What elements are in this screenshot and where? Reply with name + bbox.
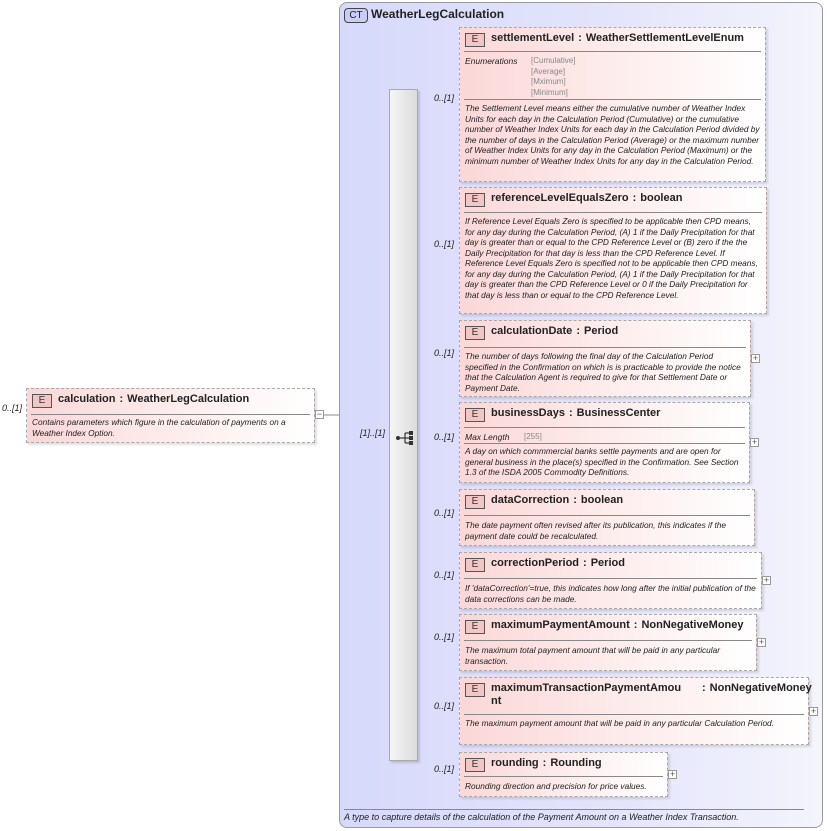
element-badge: E	[465, 758, 485, 772]
element-title	[491, 682, 682, 708]
element-type: WeatherSettlementLevelEnum	[585, 32, 744, 44]
element-maximum-payment-amount[interactable]	[459, 614, 757, 671]
sequence-bar[interactable]	[389, 89, 418, 761]
element-reference-level-equals-zero[interactable]	[459, 187, 767, 314]
element-badge: E	[465, 683, 485, 697]
expand-icon[interactable]: +	[810, 706, 817, 716]
divider	[464, 776, 663, 777]
element-doc: The number of days following the final day of the Calculation Period specified in the Confirmation on which is is practicable to provide the notice that the Calculation Agent is required to give for that Settlement Date or Payment Date.	[465, 351, 741, 393]
facet-label: Max Length	[465, 432, 510, 442]
element-name: rounding	[491, 757, 539, 769]
element-title: referenceLevelEqualsZero : boolean	[491, 192, 683, 204]
element-calculation-date[interactable]	[459, 320, 751, 397]
collapse-icon[interactable]: −	[316, 409, 323, 419]
element-name: dataCorrection	[491, 494, 570, 506]
element-doc: A day on which commmercial banks settle payments and are open for general business in the place(s) specified in the Confirmation. See Section 1.3 of the ISDA 2005 Commodity Definitions.	[465, 446, 739, 477]
element-name: correctionPeriod	[491, 557, 580, 569]
expand-icon[interactable]: +	[752, 353, 759, 363]
element-title: settlementLevel : WeatherSettlementLevelEnum	[491, 32, 744, 44]
expand-icon[interactable]: +	[758, 637, 765, 647]
element-name: maximumPaymentAmount	[491, 619, 630, 631]
element-title: calculationDate : Period	[491, 325, 619, 337]
element-doc: If Reference Level Equals Zero is specified to be applicable then CPD means, for any day during the Calculation Period, (A) 1 if the Daily Precipitation for that day is greater than or equal to the CPD Reference Level or (B) zero if the the Daily Precipitation for that day is less than the CPD Reference Level. If Reference Level Equals Zero is specified not to be applicable then CPD means, for any day during the Calculation Period, (A) 1 if the Daily Precipitation for that day is greater than the CPD Reference Level or 0 if the Daily Precipitation for that day is less than or equal to the CPD Reference Level.	[465, 216, 758, 300]
element-badge: E	[465, 620, 485, 634]
element-doc: If 'dataCorrection'=true, this indicates how long after the initial publication of the data corrections can be made.	[465, 583, 756, 604]
element-doc: Rounding direction and precision for price values.	[465, 781, 647, 791]
divider	[464, 347, 746, 348]
element-settlement-level[interactable]	[459, 27, 766, 182]
divider	[464, 640, 752, 641]
element-business-days[interactable]	[459, 402, 750, 483]
root-element-title: calculation : WeatherLegCalculation	[58, 393, 250, 405]
facet-values	[531, 56, 575, 98]
element-occurrence: 0..[1]	[434, 701, 455, 711]
element-type: boolean	[640, 192, 683, 204]
divider	[464, 51, 761, 52]
element-badge: E	[465, 558, 485, 572]
max-length-value: [255]	[524, 432, 542, 441]
element-name: calculation	[58, 393, 116, 405]
element-type: WeatherLegCalculation	[127, 393, 250, 405]
element-type: boolean	[580, 494, 624, 506]
root-occurrence: 0..[1]	[2, 403, 23, 413]
element-correction-period[interactable]	[459, 552, 762, 609]
element-badge: E	[32, 394, 52, 408]
element-doc: The date payment often revised after its publication, this indicates if the payment date could be recalculated.	[465, 520, 727, 541]
element-name: maximumTransactionPaymentAmou nt	[491, 682, 682, 707]
divider	[464, 714, 804, 715]
element-name: settlementLevel	[491, 32, 575, 44]
element-occurrence: 0..[1]	[434, 93, 455, 103]
element-type: Period	[590, 557, 625, 569]
divider	[464, 427, 745, 428]
expand-icon[interactable]: +	[763, 575, 770, 585]
element-occurrence: 0..[1]	[434, 239, 455, 249]
element-title: correctionPeriod : Period	[491, 557, 625, 569]
sequence-occurrence: [1]..[1]	[360, 428, 386, 438]
element-type: NonNegativeMoney	[709, 682, 812, 694]
element-data-correction[interactable]	[459, 489, 755, 546]
element-badge: E	[465, 495, 485, 509]
complex-type-title: WeatherLegCalculation	[371, 7, 505, 21]
facet-values	[524, 432, 542, 443]
element-doc: The Settlement Level means either the cumulative number of Weather Index Units for each day in the Calculation Period (Cumulative) or the cumulative number of Weather Index Units for each day in the Calculation Period divided by the number of days in the Calculation Period (Average) or the maximum number of Weather Index Units for any day in the Calculation Period (Maximum) or the minimum number of Weather Index Units for any day in the Calculation Period.	[465, 103, 760, 166]
enum-value: [Mximum]	[531, 77, 566, 86]
divider	[31, 414, 310, 415]
element-doc: The maximum payment amount that will be paid in any particular Calculation Period.	[465, 718, 774, 728]
enum-value: [Minimum]	[531, 87, 568, 97]
element-title: rounding : Rounding	[491, 757, 602, 769]
element-name: referenceLevelEqualsZero	[491, 192, 629, 204]
complex-type-badge: CT	[344, 8, 368, 23]
element-occurrence: 0..[1]	[434, 632, 455, 642]
element-name: businessDays	[491, 407, 565, 419]
divider	[464, 515, 750, 516]
divider	[464, 578, 757, 579]
element-doc: The maximum total payment amount that will be paid in any particular transaction.	[465, 645, 721, 666]
element-badge: E	[465, 326, 485, 340]
expand-icon[interactable]: +	[669, 769, 676, 779]
enum-value: [Average]	[531, 66, 566, 76]
element-badge: E	[465, 33, 485, 47]
element-badge: E	[465, 408, 485, 422]
sequence-icon	[395, 430, 415, 446]
element-occurrence: 0..[1]	[434, 764, 455, 774]
facet-label: Enumerations	[465, 56, 518, 66]
element-occurrence: 0..[1]	[434, 508, 455, 518]
element-badge: E	[465, 193, 485, 207]
element-title: maximumPaymentAmount : NonNegativeMoney	[491, 619, 744, 631]
root-element-doc: Contains parameters which figure in the calculation of payments on a Weather Index Option.	[32, 417, 286, 438]
complex-type-doc: A type to capture details of the calculation of the Payment Amount on a Weather Index Transaction.	[344, 809, 804, 822]
divider	[464, 212, 762, 213]
element-occurrence: 0..[1]	[434, 348, 455, 358]
element-type: Period	[583, 325, 619, 337]
element-occurrence: 0..[1]	[434, 432, 455, 442]
element-maximum-transaction-payment-amount[interactable]	[459, 677, 812, 745]
root-element-calculation[interactable]	[26, 388, 315, 443]
element-rounding[interactable]	[459, 752, 668, 797]
element-name: calculationDate	[491, 325, 573, 337]
element-type-title: : NonNegativeMoney	[702, 682, 812, 694]
expand-icon[interactable]: +	[751, 437, 758, 447]
element-title: dataCorrection : boolean	[491, 494, 624, 506]
element-title: businessDays : BusinessCenter	[491, 407, 661, 419]
element-occurrence: 0..[1]	[434, 570, 455, 580]
element-type: Rounding	[550, 757, 602, 769]
divider	[464, 443, 745, 444]
element-type: NonNegativeMoney	[641, 619, 744, 631]
element-type: BusinessCenter	[576, 407, 661, 419]
divider	[464, 99, 761, 100]
enum-value: [Cumulative]	[531, 56, 576, 65]
